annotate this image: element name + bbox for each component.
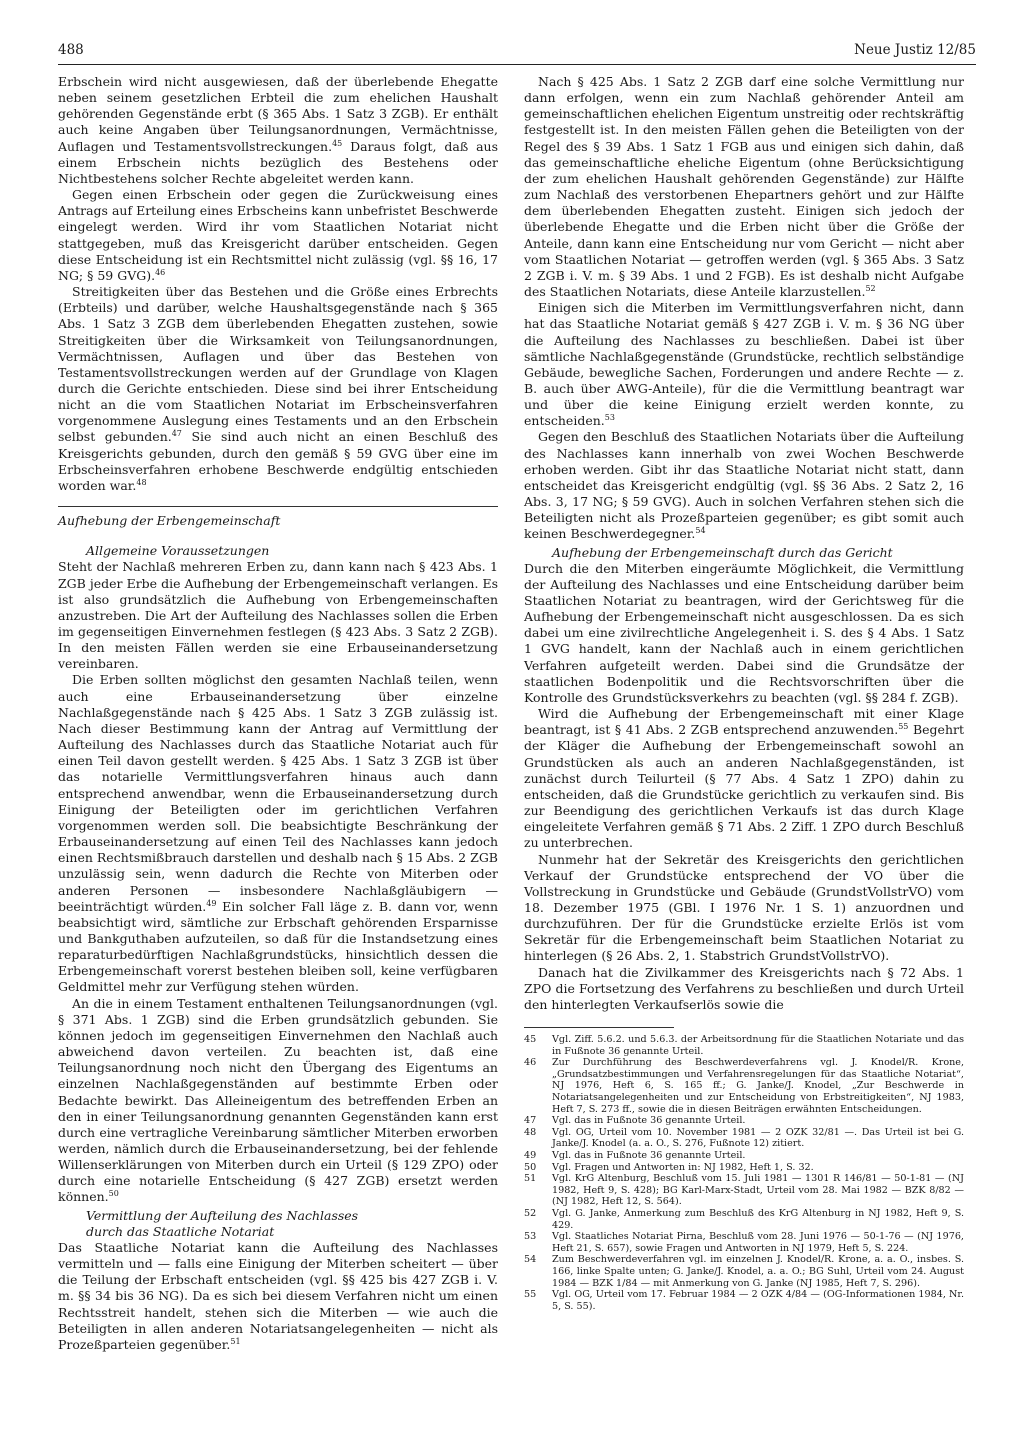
footnote: 51 Vgl. KrG Altenburg, Beschluß vom 15. Juli 1981 — 1301 R 146/81 — 50-1-81 — (NJ 1982, Heft 9, S. 428); BG Karl-Marx-Stadt, Urteil vom 28. Mai 1982 — BZK 8/82 — (NJ 1982, Heft 12, S. 564). — [524, 1173, 964, 1208]
footnote-ref[interactable]: 49 — [206, 898, 217, 908]
footnote-ref[interactable]: 52 — [865, 283, 876, 293]
paragraph: Nunmehr hat der Sekretär des Kreisgerichts den gerichtlichen Verkauf der Grundstücke entsprechend der VO über die Vollstreckung in Grundstücke und Gebäude (GrundstVollstrVO) vom 18. Dezember 1975 (GBl. I 1976 Nr. 1 S. 1) anzuordnen und durchzuführen. Der für die Grundstücke erzielte Erlös ist vom Sekretär für die Erbengemeinschaft beim Staatlichen Notariat zu hinterlegen (§ 26 Abs. 2, 1. Stabstrich GrundstVollstrVO). — [524, 851, 964, 964]
footnote: 48 Vgl. OG, Urteil vom 10. November 1981 — 2 OZK 32/81 —. Das Urteil ist bei G. Janke/J. Knodel (a. a. O., S. 276, Fußnote 12) zitiert. — [524, 1126, 964, 1150]
footnotes — [524, 1034, 964, 1312]
paragraph: Durch die den Miterben eingeräumte Möglichkeit, die Vermittlung der Aufteilung des Nachlasses und eine Entscheidung darüber beim Staatlichen Notariat zu beantragen, wird der Gerichtsweg für die Aufhebung der Erbengemeinschaft nicht ausgeschlossen. Da es sich dabei um eine zivilrechtliche Angelegenheit i. S. des § 4 Abs. 1 Satz 1 GVG handelt, kann der Nachlaß auch in einem gerichtlichen Verfahren aufgeteilt werden. Dabei sind die Grundsätze der staatlichen Bodenpolitik und die Rechtsvorschriften über die Kontrolle des Grundstücksverkehrs zu beachten (vgl. §§ 284 f. ZGB). — [524, 560, 964, 705]
footnote: 55 Vgl. OG, Urteil vom 17. Februar 1984 — 2 OZK 4/84 — (OG-Informationen 1984, Nr. 5, S. 55). — [524, 1289, 964, 1312]
subsection-heading: Aufhebung der Erbengemeinschaft durch das Gericht — [552, 544, 893, 560]
footnote-ref[interactable]: 48 — [136, 477, 147, 487]
header-rule — [58, 64, 976, 65]
paragraph: Wird die Aufhebung der Erbengemeinschaft mit einer Klage beantragt, ist § 41 Abs. 2 ZGB entsprechend anzuwenden.$^{55}$ Begehrt der Kläger die Aufhebung der Erbengemeinschaft sowohl an Grundstücken als auch an anderen Nachlaßgegenständen, ist zunächst durch Teilurteil (§ 77 Abs. 4 Satz 1 ZPO) dahin zu entscheiden, daß die Grundstücke gerichtlich zu verkaufen sind. Bis zur Beendigung des gerichtlichen Verkaufs ist das durch Klage eingeleitete Verfahren gemäß § 71 Abs. 2 Ziff. 1 ZPO durch Beschluß zu unterbrechen. — [524, 706, 964, 851]
paragraph: Einigen sich die Miterben im Vermittlungsverfahren nicht, dann hat das Staatliche Notariat gemäß § 427 ZGB i. V. m. § 36 NG über die Aufteilung des Nachlasses zu beschließen. Dabei ist über sämtliche Nachlaßgegenstände (Grundstücke, rechtlich selbständige Gebäude, bewegliche Sachen, Forderungen und andere Rechte — z. B. auch über AWG-Anteile), für die die Vermittlung beantragt war und über die keine Einigung erzielt werden konnte, zu entscheiden.$^{53}$ — [524, 300, 964, 429]
page-number: 488 — [58, 42, 84, 58]
footnote-ref[interactable]: 46 — [155, 267, 166, 277]
footnote: 47 Vgl. das in Fußnote 36 genannte Urteil. — [524, 1115, 746, 1127]
footnote: 45 Vgl. Ziff. 5.6.2. und 5.6.3. der Arbeitsordnung für die Staatlichen Notariate und das in Fußnote 36 genannte Urteil. — [524, 1034, 964, 1057]
footnote-ref[interactable]: 47 — [171, 429, 182, 439]
paragraph: Danach hat die Zivilkammer des Kreisgerichts nach § 72 Abs. 1 ZPO die Fortsetzung des Verfahrens zu beschließen und durch Urteil den hinterlegten Verkaufserlös sowie die — [524, 964, 964, 1012]
subsection-heading: durch das Staatliche Notariat — [86, 1223, 275, 1239]
footnote: 49 Vgl. das in Fußnote 36 genannte Urteil. — [524, 1150, 746, 1161]
footnote: 53 Vgl. Staatliches Notariat Pirna, Beschluß vom 28. Juni 1976 — 50-1-76 — (NJ 1976, Heft 21, S. 657), sowie Fragen und Antworten in NJ 1979, Heft 5, S. 224. — [524, 1231, 964, 1254]
section-heading: Aufhebung der Erbengemeinschaft — [58, 506, 498, 529]
left-column — [58, 74, 498, 1353]
journal-issue: Neue Justiz 12/85 — [854, 42, 976, 58]
subsection-heading: Vermittlung der Aufteilung des Nachlasses — [86, 1207, 359, 1223]
paragraph: Gegen einen Erbschein oder gegen die Zurückweisung eines Antrags auf Erteilung eines Erbscheins kann unbefristet Beschwerde eingelegt werden. Wird ihr vom Staatlichen Notariat nicht stattgegeben, muß das Kreisgericht darüber entscheiden. Gegen diese Entscheidung ist ein Rechtsmittel nicht zulässig (vgl. §§ 16, 17 NG; § 59 GVG).$^{46}$ — [58, 187, 498, 283]
footnote: 54 Zum Beschwerdeverfahren vgl. im einzelnen J. Knodel/R. Krone, a. a. O., insbes. S. 166, linke Spalte unten; G. Janke/J. Knodel, a. a. O.; BG Suhl, Urteil vom 24. August 1984 — BZK 1/84 — mit Anmerkung von G. Janke (NJ 1985, Heft 7, S. 296). — [524, 1254, 964, 1289]
paragraph: Das Staatliche Notariat kann die Aufteilung des Nachlasses vermitteln und — falls eine Einigung der Miterben scheitert — über die Teilung der Erbschaft entscheiden (vgl. §§ 425 bis 427 ZGB i. V. m. §§ 34 bis 36 NG). Da es sich bei diesem Verfahren nicht um einen Rechtsstreit handelt, stehen sich die Miterben — wie auch die Beteiligten in allen anderen Notariatsangelegenheiten — nicht als Prozeßparteien gegenüber.$^{51}$ — [58, 1239, 498, 1352]
footnote: 50 Vgl. Fragen und Antworten in: NJ 1982, Heft 1, S. 32. — [524, 1161, 814, 1173]
footnote-ref[interactable]: 51 — [230, 1336, 241, 1346]
footnote-ref[interactable]: 45 — [332, 138, 343, 148]
footnote: 52 Vgl. G. Janke, Anmerkung zum Beschluß des KrG Altenburg in NJ 1982, Heft 9, S. 429. — [524, 1207, 964, 1231]
footnote-ref[interactable]: 55 — [898, 722, 909, 732]
paragraph: Gegen den Beschluß des Staatlichen Notariats über die Aufteilung des Nachlasses kann innerhalb von zwei Wochen Beschwerde erhoben werden. Gibt ihr das Staatliche Notariat nicht statt, dann entscheidet das Kreisgericht endgültig (vgl. §§ 36 Abs. 2 Satz 2, 16 Abs. 3, 17 NG; § 59 GVG). Auch in solchen Verfahren stehen sich die Beteiligten nicht als Prozeßparteien gegenüber; es gibt somit auch keinen Beschwerdegegner.$^{54}$ — [524, 429, 964, 542]
footnote-ref[interactable]: 50 — [108, 1189, 119, 1199]
footnote-rule — [524, 1027, 674, 1028]
footnote-ref[interactable]: 53 — [604, 413, 615, 423]
paragraph: Die Erben sollten möglichst den gesamten Nachlaß teilen, wenn auch eine Erbauseinandersetzung über einzelne Nachlaßgegenstände nach § 425 Abs. 1 Satz 3 ZGB zulässig ist. Nach dieser Bestimmung kann der Antrag auf Vermittlung der Aufteilung des Nachlasses durch das Staatliche Notariat auch für einen Teil davon gestellt werden. § 425 Abs. 1 Satz 3 ZGB ist über das notarielle Vermittlungsverfahren hinaus auch dann entsprechend anwendbar, wenn die Erbauseinandersetzung durch Einigung der Beteiligten oder im gerichtlichen Verfahren vorgenommen werden soll. Die beabsichtigte Beschränkung der Erbauseinandersetzung auf einen Teil des Nachlasses kann jedoch einen Rechtsmißbrauch darstellen und deshalb nach § 15 Abs. 2 ZGB unzulässig sein, wenn dadurch die Rechte von Miterben oder anderen Personen — insbesondere Nachlaßgläubigern — beeinträchtigt würden.$^{49}$ Ein solcher Fall läge z. B. dann vor, wenn beabsichtigt wird, sämtliche zur Erbschaft gehörenden Ersparnisse und Bankguthaben aufzuteilen, so daß für die Instandsetzung eines reparaturbedürftigen Nachlaßgrundstücks, hinsichtlich dessen die Erbengemeinschaft vorerst bestehen bleiben soll, keine verfügbaren Geldmittel mehr zur Verfügung stehen würden. — [58, 672, 499, 995]
page-header — [58, 42, 976, 58]
footnote: 46 Zur Durchführung des Beschwerdeverfahrens vgl. J. Knodel/R. Krone, „Grundsatzbestimmungen und Verfahrensregelungen für das Staatliche Notariat“, NJ 1976, Heft 6, S. 165 ff.; G. Janke/J. Knodel, „Zur Beschwerde in Notariatsangelegenheiten und zur Entscheidung von Erbstreitigkeiten“, NJ 1983, Heft 7, S. 273 ff., sowie die in diesen Beiträgen erwähnten Entscheidungen. — [524, 1057, 964, 1115]
paragraph: Erbschein wird nicht ausgewiesen, daß der überlebende Ehegatte neben seinem gesetzlichen Erbteil die zum ehelichen Haushalt gehörenden Gegenstände erbt (§ 365 Abs. 1 Satz 3 ZGB). Er enthält auch keine Angaben über Teilungsanordnungen, Vermächtnisse, Auflagen und Testamentsvollstreckungen.$^{45}$ Daraus folgt, daß aus einem Erbschein nichts bezüglich des Bestehens oder Nichtbestehens solcher Rechte abgeleitet werden kann. — [58, 74, 498, 186]
paragraph: Steht der Nachlaß mehreren Erben zu, dann kann nach § 423 Abs. 1 ZGB jeder Erbe die Aufhebung der Erbengemeinschaft verlangen. Es ist also grundsätzlich die Aufhebung von Erbengemeinschaften anzustreben. Die Art der Aufteilung des Nachlasses sollen die Erben im gegenseitigen Einvernehmen festlegen (§ 423 Abs. 3 Satz 2 ZGB). In den meisten Fällen werden sie eine Erbauseinandersetzung vereinbaren. — [58, 559, 498, 672]
footnote-ref[interactable]: 54 — [695, 526, 706, 536]
paragraph: Nach § 425 Abs. 1 Satz 2 ZGB darf eine solche Vermittlung nur dann erfolgen, wenn ein zum Nachlaß gehörender Anteil am gemeinschaftlichen ehelichen Eigentum unstreitig oder rechtskräftig festgestellt ist. In den meisten Fällen gehen die Beteiligten von der Regel des § 39 Abs. 1 Satz 1 FGB aus und einigen sich dahin, daß das gemeinschaftliche eheliche Eigentum (ohne Berücksichtigung der zum ehelichen Haushalt gehörenden Gegenstände) zur Hälfte zum Nachlaß des verstorbenen Ehepartners gehört und zur Hälfte dem überlebenden Ehegatten zusteht. Einigen sich jedoch der überlebende Ehegatte und die Erben nicht über die Größe der Anteile, dann kann eine Entscheidung nur vom Gericht — nicht aber vom Staatlichen Notariat — getroffen werden (vgl. § 365 Abs. 3 Satz 2 ZGB i. V. m. § 39 Abs. 1 und 2 FGB). Es ist deshalb nicht Aufgabe des Staatlichen Notariats, diese Anteile klarzustellen.$^{52}$ — [524, 74, 964, 300]
paragraph: An die in einem Testament enthaltenen Teilungsanordnungen (vgl. § 371 Abs. 1 ZGB) sind die Erben grundsätzlich gebunden. Sie können jedoch im gegenseitigen Einvernehmen den Nachlaß auch abweichend davon verteilen. Zu beachten ist, daß eine Teilungsanordnung noch nicht den Übergang des Eigentums an einzelnen Nachlaßgegenständen auf bestimmte Erben oder Bedachte bewirkt. Das Alleineigentum des betreffenden Erben an den in einer Teilungsanordnung genannten Gegenständen kann erst durch eine vertragliche Vereinbarung sämtlicher Miterben erworben werden, nämlich durch die Erbauseinandersetzung, bei der fehlende Willenserklärungen von Miterben durch ein Urteil (§ 129 ZPO) oder durch eine notarielle Entscheidung (§ 427 ZGB) ersetzt werden können.$^{50}$ — [58, 995, 498, 1205]
paragraph: Streitigkeiten über das Bestehen und die Größe eines Erbrechts (Erbteils) und darüber, welche Haushaltsgegenstände nach § 365 Abs. 1 Satz 3 ZGB dem überlebenden Ehegatten zustehen, sowie Streitigkeiten über die Wirksamkeit von Teilungsanordnungen, Vermächtnissen, Auflagen und über das Bestehen von Testamentsvollstreckungen werden auf der Grundlage von Klagen durch die Gerichte entschieden. Diese sind bei ihrer Entscheidung nicht an die vom Staatlichen Notariat im Erbscheinsverfahren vorgenommene Auslegung eines Testaments und an den Erbschein selbst gebunden.$^{47}$ Sie sind auch nicht an einen Beschluß des Kreisgerichts gebunden, durch den gemäß § 59 GVG über eine im Erbscheinsverfahren erhobene Beschwerde endgültig entschieden worden war.$^{48}$ — [58, 284, 498, 493]
subsection-heading: Allgemeine Voraussetzungen — [86, 543, 270, 559]
right-column — [524, 74, 964, 1312]
